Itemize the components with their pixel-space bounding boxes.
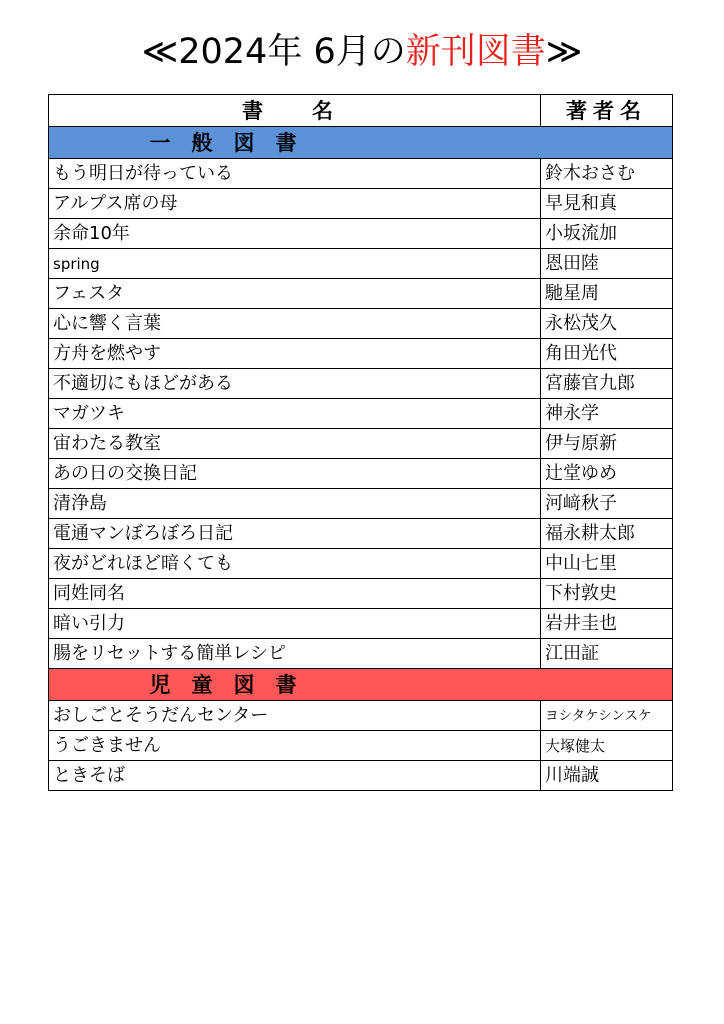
table-row [49, 159, 673, 189]
title-suffix: ≫ [545, 32, 583, 72]
book-author: 川端誠 [541, 761, 673, 791]
table-row [49, 761, 673, 791]
book-title: 腸をリセットする簡単レシピ [49, 639, 541, 669]
book-author: 早見和真 [541, 189, 673, 219]
table-row [49, 489, 673, 519]
book-author: 江田証 [541, 639, 673, 669]
table-row [49, 459, 673, 489]
book-title: 心に響く言葉 [49, 309, 541, 339]
book-author: 馳星周 [541, 279, 673, 309]
book-title: spring [49, 249, 541, 279]
book-title: 電通マンぼろぼろ日記 [49, 519, 541, 549]
section-children-row [49, 669, 673, 701]
book-list-table [48, 94, 673, 791]
book-author: 宮藤官九郎 [541, 369, 673, 399]
book-title: 夜がどれほど暗くても [49, 549, 541, 579]
book-author: 小坂流加 [541, 219, 673, 249]
book-title: 同姓同名 [49, 579, 541, 609]
book-title: ときそば [49, 761, 541, 791]
book-title: 不適切にもほどがある [49, 369, 541, 399]
header-book-name: 書 名 [49, 95, 541, 127]
book-author: 辻堂ゆめ [541, 459, 673, 489]
book-title: 余命10年 [49, 219, 541, 249]
table-row [49, 579, 673, 609]
table-row [49, 249, 673, 279]
title-highlight: 新刊図書 [405, 32, 546, 72]
table-row [49, 339, 673, 369]
book-author: ヨシタケシンスケ [541, 701, 673, 731]
book-author: 下村敦史 [541, 579, 673, 609]
book-author: 角田光代 [541, 339, 673, 369]
section-general-row [49, 127, 673, 159]
table-header-row [49, 95, 673, 127]
table-row [49, 309, 673, 339]
book-title: 宙わたる教室 [49, 429, 541, 459]
book-title: もう明日が待っている [49, 159, 541, 189]
book-title: 方舟を燃やす [49, 339, 541, 369]
book-author: 河﨑秋子 [541, 489, 673, 519]
page-title [0, 30, 724, 74]
table-row [49, 429, 673, 459]
table-row [49, 219, 673, 249]
table-row [49, 639, 673, 669]
book-author: 大塚健太 [541, 731, 673, 761]
book-author: 中山七里 [541, 549, 673, 579]
book-title: フェスタ [49, 279, 541, 309]
book-title: あの日の交換日記 [49, 459, 541, 489]
book-author: 神永学 [541, 399, 673, 429]
book-author: 伊与原新 [541, 429, 673, 459]
book-title: 清浄島 [49, 489, 541, 519]
book-author: 恩田陸 [541, 249, 673, 279]
title-prefix: ≪2024年 6月の [141, 32, 406, 72]
book-title: マガツキ [49, 399, 541, 429]
table-row [49, 731, 673, 761]
header-author: 著者名 [541, 95, 673, 127]
book-author: 鈴木おさむ [541, 159, 673, 189]
table-row [49, 519, 673, 549]
table-row [49, 609, 673, 639]
table-row [49, 399, 673, 429]
table-row [49, 189, 673, 219]
book-title: アルプス席の母 [49, 189, 541, 219]
section-general-cell [49, 127, 673, 159]
book-author: 永松茂久 [541, 309, 673, 339]
book-title: おしごとそうだんセンター [49, 701, 541, 731]
section-children-cell [49, 669, 673, 701]
table-row [49, 549, 673, 579]
section-general-label: 一 般 図 書 [149, 130, 297, 155]
table-row [49, 279, 673, 309]
book-title: 暗い引力 [49, 609, 541, 639]
table-row [49, 369, 673, 399]
section-children-label: 児 童 図 書 [149, 672, 297, 697]
book-author: 福永耕太郎 [541, 519, 673, 549]
book-title: うごきません [49, 731, 541, 761]
book-author: 岩井圭也 [541, 609, 673, 639]
table-row [49, 701, 673, 731]
